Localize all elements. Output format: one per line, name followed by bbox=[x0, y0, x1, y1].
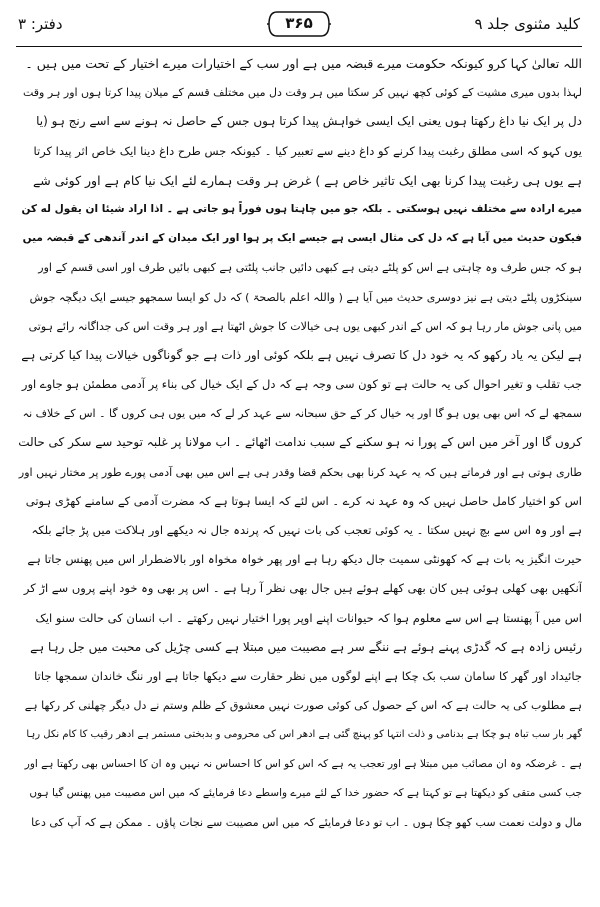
book-title: کلید مثنوی جلد ۹ bbox=[474, 15, 580, 33]
text-line: دل پر ایک نیا داغ رکھتا ہوں یعنی ایک ایسی خواہش پیدا کرتا ہوں جس کے حاصل نہ ہونے سے اسے رنج ہو (یا bbox=[36, 114, 582, 129]
text-line: جائیداد اور گھر کا سامان سب بک چکا ہے اپنے لوگوں میں نظر حقارت سے دیکھا جاتا ہے اور ننگ خاندان سمجھا جاتا bbox=[34, 668, 582, 683]
text-line: ہے مطلوب کی یہ حالت ہے کہ اس کے حصول کی کوئی صورت نہیں معشوق کے ظلم وستم نے دل دیگر چھلنی کر رکھا ہے bbox=[24, 699, 582, 713]
text-line: کروں گا اور آخر میں اس کے پورا نہ ہو سکنے کے سبب ندامت اٹھائے ۔ اب مولانا پر غلبہ توحید سے سکر کی حالت bbox=[18, 435, 582, 450]
page-number: ۳۶۵ bbox=[285, 14, 313, 32]
page-number-badge bbox=[267, 10, 331, 38]
document-page bbox=[0, 6, 600, 907]
text-line: گھر بار سب تباہ ہو چکا ہے بدنامی و ذلت انتہا کو پہنچ گئی ہے ادھر اس کی محرومی و بدبختی مستمر ہے ادھر رقیب کا کام نکل رہا bbox=[26, 729, 582, 741]
text-line: سینکڑوں پلٹے دیتی ہے نیز دوسری حدیث میں آیا ہے ( واللہ اعلم بالصحۃ ) کہ دل کو ایسا سمجھو جیسے ایک دیگچہ جوش bbox=[29, 290, 582, 304]
text-line: جب کسی متقی کو دیکھتا ہے تو کہتا ہے کہ حضور خدا کے لئے میرے واسطے دعا فرمایئے کہ میں اس مصیبت میں پھنس گیا ہوں bbox=[29, 786, 582, 799]
text-line: اس میں آ پھنستا ہے اس سے معلوم ہوا کہ حیوانات اپنے اوپر پورا اختیار نہیں رکھتے ۔ اب انسان کی حالت سنو ایک bbox=[35, 610, 582, 625]
text-line: ہے اور وہ اس سے بچ نہیں سکتا ۔ یہ کوئی تعجب کی بات نہیں کہ پرندہ جال نہ دیکھے اور ہلاکت میں پڑ جائے بلکہ bbox=[31, 523, 582, 537]
text-line: اللہ تعالیٰ کہا کرو کیونکہ حکومت میرے قبضہ میں ہے اور سب کے اختیارات میرے اختیار کے تحت میں ہیں ۔ bbox=[25, 56, 582, 71]
text-line: میرے ارادہ سے مختلف نہیں ہوسکتی ۔ بلکہ جو میں چاہتا ہوں فوراً ہو جاتی ہے ۔ اذا اراد شیئا ان یقول له کن bbox=[21, 202, 582, 215]
text-line: رئیس زادہ ہے کہ گدڑی پہنے ہوئے ہے ننگے سر ہے مصیبت میں مبتلا ہے کسی چڑیل کی محبت میں جل رہا ہے bbox=[30, 639, 582, 654]
text-line: ہو کہ جس طرف وہ چاہتی ہے اس کو پلٹے دیتی ہے کبھی دائیں جانب پلٹتی ہے کبھی بائیں طرف اور اسی قسم کے اور bbox=[38, 261, 582, 275]
text-line: جب تقلب و تغیر احوال کی یہ حالت ہے تو کون سی وجہ ہے کہ دل کے ایک خیال کی بناء پر آدمی مطمئن ہو جاوے اور bbox=[21, 377, 582, 392]
page-header bbox=[16, 6, 582, 47]
text-line: ہے یوں ہی رغبت پیدا کرنا بھی ایک تاثیر خاص ہے ) غرض ہر وقت ہمارے لئے ایک نیا کام ہے اور کوئی شے bbox=[32, 172, 582, 188]
text-line: مال و دولت نعمت سب کھو چکا ہوں ۔ اب تو دعا فرمایئے کہ میں اس مصیبت سے نجات پاؤں ۔ ممکن ہے کہ آپ کی دعا bbox=[31, 815, 582, 829]
text-line: میں پانی جوش مار رہا ہو کہ اس کے اندر کبھی یوں ہی خیالات کا جوش اٹھتا ہے اور ہر وقت اس کی جداگانہ رائے ہوتی bbox=[28, 319, 582, 333]
text-line: لہذا بدوں میری مشیت کے کوئی کچھ نہیں کر سکتا میں ہر وقت دل میں مختلف قسم کے میلان پیدا کرتا ہوں اور ہر وقت bbox=[23, 86, 582, 100]
text-line: حیرت انگیز یہ بات ہے کہ کھونٹی سمیت جال دیکھ رہا ہے اور پھر خواہ مخواہ اور بالاضطرار اس میں پھنس جاتا ہے bbox=[27, 552, 582, 567]
volume-label: دفتر: ۳ bbox=[18, 15, 63, 33]
text-body bbox=[16, 49, 582, 837]
text-line: آنکھیں بھی کھلی ہوئی ہیں کان بھی کھلے ہوئے ہیں جال بھی نظر آ رہا ہے ۔ اس پر بھی وہ خود اپنے پروں سے اڑ کر bbox=[23, 581, 582, 596]
text-line: اس کو اختیار کامل حاصل نہیں کہ وہ عہد نہ کرے ۔ اس لئے کہ ایسا ہوتا ہے کہ مضرت آدمی کے سامنے کھڑی ہوتی bbox=[25, 493, 582, 508]
text-line: سمجھ لے کہ اس بھی یوں ہو گا اور یہ خیال کر کے حق سبحانہ سے عہد کر لے کہ میں یوں ہی کروں گا ۔ اس کے خلاف نہ bbox=[22, 407, 582, 421]
text-line: ہے لیکن یہ یاد رکھو کہ یہ خود دل کا تصرف نہیں ہے بلکہ کوئی اور ذات ہے جو گوناگوں خیالات پیدا کیا کرتی ہے bbox=[21, 347, 582, 362]
text-line: یوں کہو کہ اسی مطلق رغبت پیدا کرنے کو داغ دینے سے تعبیر کیا ۔ کیونکہ جس طرح داغ دینا ایک خاص اثر پیدا کرتا bbox=[33, 143, 582, 158]
text-line: فیکون حدیث میں آیا ہے کہ دل کی مثال ایسی ہے جیسے ایک پر ہوا اور ایک میدان کے اندر آندھی کے قبضہ میں bbox=[22, 232, 582, 245]
text-line: طاری ہوتی ہے اور فرماتے ہیں کہ یہ عہد کرنا بھی بحکم قضا وقدر ہی ہے اس میں بھی آدمی پورے طور پر مختار نہیں اور bbox=[18, 465, 582, 479]
text-line: ہے ۔ غرضکہ وہ ان مصائب میں مبتلا ہے اور تعجب یہ ہے کہ اس کو اس کا احساس نہ نہیں وہ ان کا احساس بھی رکھتا ہے اور bbox=[24, 757, 582, 770]
